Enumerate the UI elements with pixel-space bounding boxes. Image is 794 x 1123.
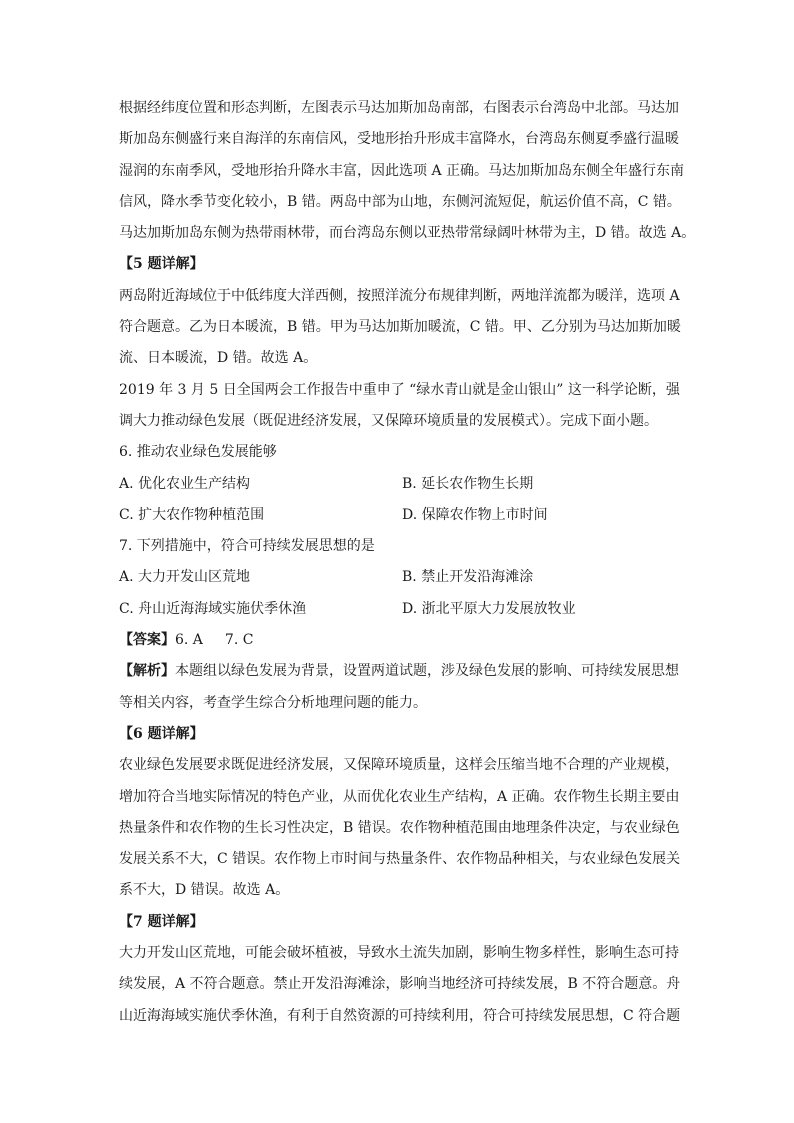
text-line: 系不大，D 错误。故选 A。 bbox=[119, 882, 290, 899]
text-line: 根据经纬度位置和形态判断，左图表示马达加斯加岛南部，右图表示台湾岛中北部。马达加 bbox=[119, 100, 679, 116]
analysis-label: 【解析】 bbox=[119, 663, 175, 680]
text-line: 湿润的东南季风，受地形抬升降水丰富，因此选项 A 正确。马达加斯加岛东侧全年盛行东南 bbox=[119, 162, 685, 179]
q6-option-b: B. 延长农作物生长期 bbox=[402, 475, 534, 492]
q7-option-c: C. 舟山近海海域实施伏季休渔 bbox=[119, 600, 307, 617]
answer-line bbox=[119, 625, 679, 656]
q6-detail-heading: 【6 题详解】 bbox=[119, 725, 204, 742]
analysis-text: 本题组以绿色发展为背景，设置两道试题，涉及绿色发展的影响、可持续发展思想 bbox=[175, 663, 679, 680]
q7-option-b: B. 禁止开发沿海滩涂 bbox=[402, 569, 534, 586]
q6-option-d: D. 保障农作物上市时间 bbox=[402, 506, 548, 523]
q7-detail-paragraph bbox=[119, 938, 679, 1032]
q6-options-row bbox=[119, 500, 679, 531]
q7-option-a: A. 大力开发山区荒地 bbox=[119, 569, 251, 586]
text-line: 符合题意。乙为日本暖流，B 错。甲为马达加斯加暖流，C 错。甲、乙分别为马达加斯加暖 bbox=[119, 319, 681, 336]
q6-stem: 6. 推动农业绿色发展能够 bbox=[119, 444, 277, 461]
text-line: 信风，降水季节变化较小，B 错。两岛中部为山地，东侧河流短促，航运价值不高，C 错。 bbox=[119, 193, 681, 210]
q7-options-row bbox=[119, 594, 679, 625]
text-line: 续发展，A 不符合题意。禁止开发沿海滩涂，影响当地经济可持续发展，B 不符合题意。舟 bbox=[119, 976, 681, 993]
q6-option-c: C. 扩大农作物种植范围 bbox=[119, 506, 265, 523]
question-group-intro bbox=[119, 375, 679, 438]
text-line bbox=[119, 656, 679, 687]
text-line: 斯加岛东侧盛行来自海洋的东南信风，受地形抬升形成丰富降水，台湾岛东侧夏季盛行温暖 bbox=[119, 131, 679, 148]
text-line: 流、日本暖流，D 错。故选 A。 bbox=[119, 350, 318, 367]
text-line: 热量条件和农作物的生长习性决定，B 错误。农作物种植范围由地理条件决定，与农业绿色 bbox=[119, 819, 680, 836]
text-line: 两岛附近海域位于中低纬度大洋西侧，按照洋流分布规律判断，两地洋流都为暖洋，选项 A bbox=[119, 287, 680, 304]
answer-q6: 6. A bbox=[175, 632, 203, 649]
text-line: 马达加斯加岛东侧为热带雨林带，而台湾岛东侧以亚热带常绿阔叶林带为主，D 错。故选 A。 bbox=[119, 225, 696, 242]
q6-option-a: A. 优化农业生产结构 bbox=[119, 475, 251, 492]
q5-explanation-paragraph bbox=[119, 93, 696, 249]
text-line: 发展关系不大，C 错误。农作物上市时间与热量条件、农作物品种相关，与农业绿色发展关 bbox=[119, 851, 681, 868]
analysis-paragraph bbox=[119, 656, 679, 719]
text-line: 等相关内容，考查学生综合分析地理问题的能力。 bbox=[119, 694, 427, 711]
document-page bbox=[119, 93, 696, 1032]
q7-options-row bbox=[119, 562, 679, 593]
answer-label: 【答案】 bbox=[119, 632, 175, 649]
answer-q7: 7. C bbox=[224, 632, 254, 649]
q5-detail-heading: 【5 题详解】 bbox=[119, 256, 204, 273]
q7-detail-heading: 【7 题详解】 bbox=[119, 913, 204, 930]
q6-detail-paragraph bbox=[119, 750, 679, 906]
text-line: 增加符合当地实际情况的特色产业，从而优化农业生产结构，A 正确。农作物生长期主要由 bbox=[119, 788, 680, 805]
q7-option-d: D. 浙北平原大力发展放牧业 bbox=[402, 600, 576, 617]
q5-detail-paragraph bbox=[119, 281, 679, 375]
text-line: 农业绿色发展要求既促进经济发展，又保障环境质量，这样会压缩当地不合理的产业规模， bbox=[119, 757, 679, 774]
text-line: 2019 年 3 月 5 日全国两会工作报告中重申了 “绿水青山就是金山银山” 这一科学论断，强 bbox=[119, 381, 680, 398]
text-line: 调大力推动绿色发展（既促进经济发展，又保障环境质量的发展模式）。完成下面小题。 bbox=[119, 412, 658, 429]
q7-stem: 7. 下列措施中，符合可持续发展思想的是 bbox=[119, 538, 375, 555]
q6-options-row bbox=[119, 469, 679, 500]
text-line: 大力开发山区荒地，可能会破坏植被，导致水土流失加剧，影响生物多样性，影响生态可持 bbox=[119, 945, 679, 962]
text-line: 山近海海域实施伏季休渔，有利于自然资源的可持续利用，符合可持续发展思想，C 符合题 bbox=[119, 1007, 681, 1024]
